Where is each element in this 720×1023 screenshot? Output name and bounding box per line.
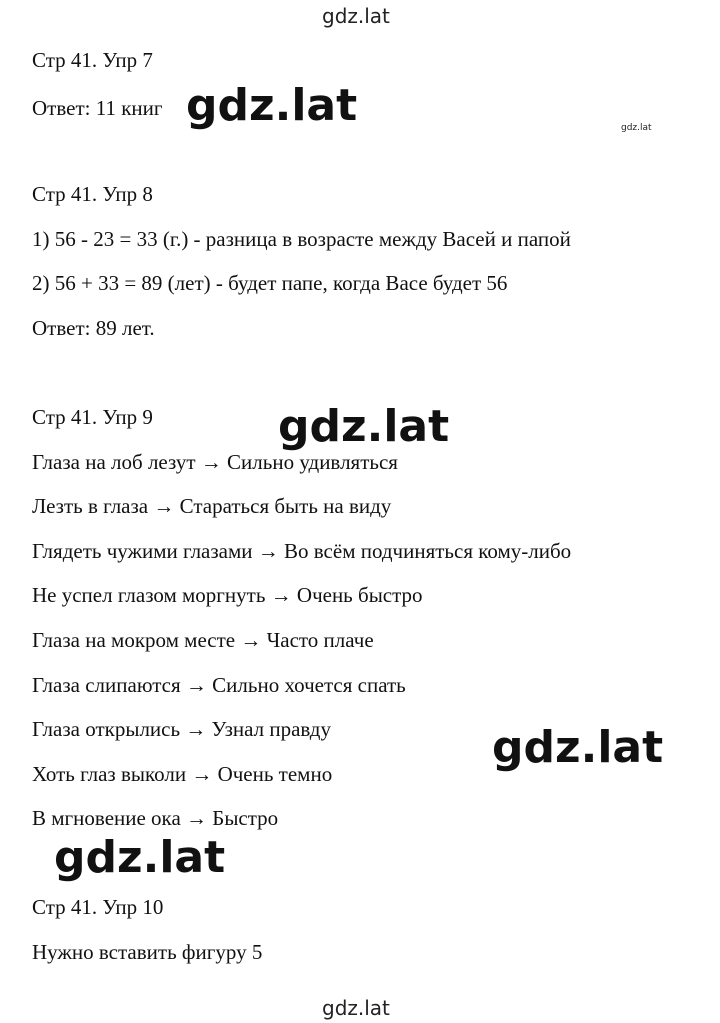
ex7-answer: Ответ: 11 книг xyxy=(32,96,163,120)
ex9-item-4: Не успел глазом моргнуть → Очень быстро xyxy=(32,583,423,607)
ex8-heading: Стр 41. Упр 8 xyxy=(32,182,153,206)
ex9-item-7: Глаза открылись → Узнал правду xyxy=(32,717,331,741)
watermark-tiny: gdz.lat xyxy=(621,123,652,133)
ex10-heading: Стр 41. Упр 10 xyxy=(32,895,164,919)
ex10-answer: Нужно вставить фигуру 5 xyxy=(32,940,263,964)
ex9-item-5: Глаза на мокром месте → Часто плаче xyxy=(32,628,374,652)
watermark-ex10: gdz.lat xyxy=(54,832,226,883)
ex8-line-2: 2) 56 + 33 = 89 (лет) - будет папе, когда Васе будет 56 xyxy=(32,271,508,295)
ex8-line-1: 1) 56 - 23 = 33 (г.) - разница в возрасте между Васей и папой xyxy=(32,227,571,251)
watermark-ex9: gdz.lat xyxy=(278,401,450,452)
ex9-item-8: Хоть глаз выколи → Очень темно xyxy=(32,762,333,786)
ex9-item-9: В мгновение ока → Быстро xyxy=(32,806,279,830)
watermark-ex9-middle: gdz.lat xyxy=(492,722,664,773)
ex9-item-2: Лезть в глаза → Стараться быть на виду xyxy=(32,494,392,518)
ex9-heading: Стр 41. Упр 9 xyxy=(32,405,153,429)
ex7-heading: Стр 41. Упр 7 xyxy=(32,48,153,72)
watermark-ex7: gdz.lat xyxy=(186,80,358,131)
ex9-item-3: Глядеть чужими глазами → Во всём подчиняться кому-либо xyxy=(32,539,572,563)
ex8-answer: Ответ: 89 лет. xyxy=(32,316,155,340)
watermark-top: gdz.lat xyxy=(322,4,390,28)
ex9-item-1: Глаза на лоб лезут → Сильно удивляться xyxy=(32,450,398,474)
ex9-item-6: Глаза слипаются → Сильно хочется спать xyxy=(32,673,406,697)
watermark-bottom: gdz.lat xyxy=(322,996,390,1020)
